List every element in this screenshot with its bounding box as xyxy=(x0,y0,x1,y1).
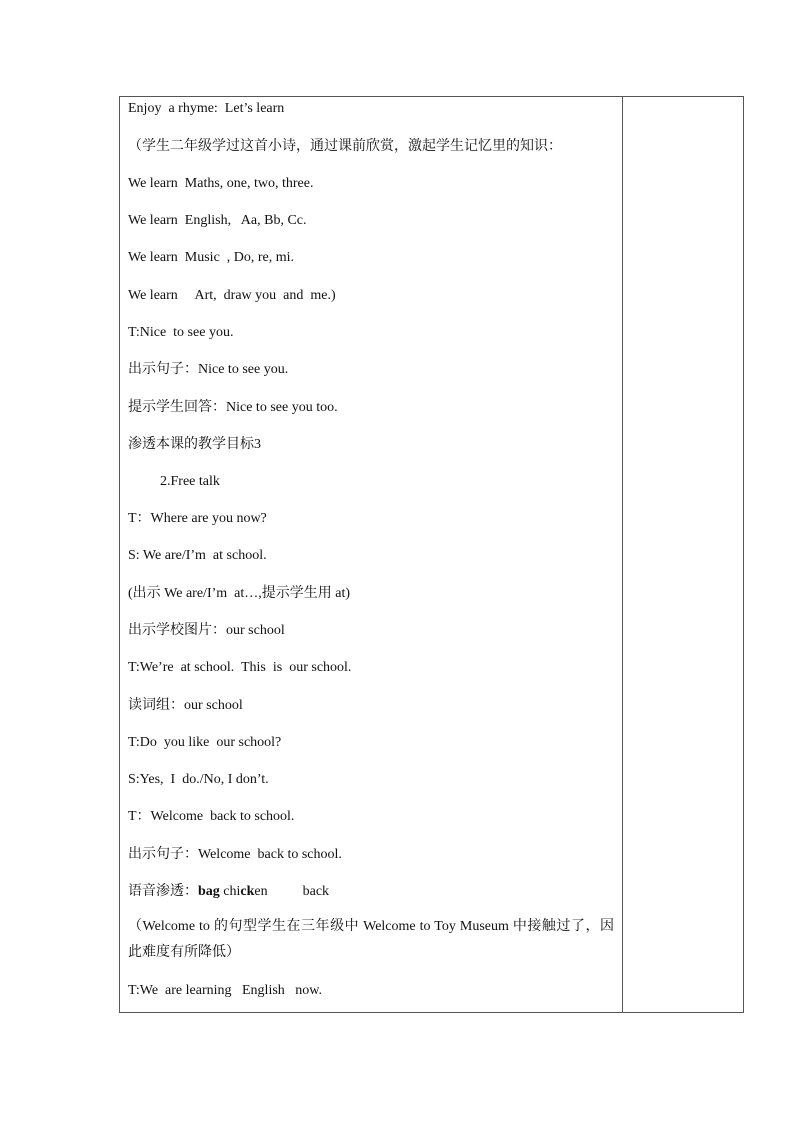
rhyme-line-maths: We learn Maths, one, two, three. xyxy=(128,176,314,191)
phonics-rest: en back xyxy=(254,884,330,899)
teacher-learning-line: T:We are learning English now. xyxy=(128,983,322,998)
objective-line: 渗透本课的教学目标3 xyxy=(128,437,261,452)
student-answer-line: S: We are/I’m at school. xyxy=(128,548,267,563)
teacher-like-line: T:Do you like our school? xyxy=(128,735,282,750)
rhyme-line-english: We learn English, Aa, Bb, Cc. xyxy=(128,213,307,228)
teacher-question-line: T：Where are you now? xyxy=(128,511,267,526)
prompt-answer-line: 提示学生回答：Nice to see you too. xyxy=(128,400,338,415)
rhyme-note: （学生二年级学过这首小诗，通过课前欣赏，激起学生记忆里的知识： xyxy=(128,139,562,154)
teacher-welcome-line: T：Welcome back to school. xyxy=(128,809,295,824)
teacher-school-line: T:We’re at school. This is our school. xyxy=(128,660,352,675)
show-sentence-line: 出示句子：Nice to see you. xyxy=(128,362,289,377)
phonics-word-bag: bag xyxy=(198,884,220,899)
teacher-line: T:Nice to see you. xyxy=(128,325,234,340)
school-picture-line: 出示学校图片：our school xyxy=(128,623,285,638)
welcome-note: （Welcome to 的句型学生在三年级中 Welcome to Toy Museum 中接触过了，因此难度有所降低） xyxy=(128,919,614,960)
notes-cell xyxy=(623,97,743,1012)
content-cell xyxy=(120,97,622,1012)
show-at-line: (出示 We are/I’m at…,提示学生用 at) xyxy=(128,586,351,601)
lesson-plan-table xyxy=(119,96,744,1013)
phonics-ck: ck xyxy=(240,884,255,899)
free-talk-heading: 2.Free talk xyxy=(160,474,220,489)
rhyme-line-art: We learn Art, draw you and me.) xyxy=(128,288,336,303)
phonics-line xyxy=(128,883,329,901)
phonics-label: 语音渗透： xyxy=(128,884,198,899)
student-reply-line: S:Yes, I do./No, I don’t. xyxy=(128,772,269,787)
rhyme-line-music: We learn Music , Do, re, mi. xyxy=(128,250,295,265)
phonics-chi: chi xyxy=(219,884,241,899)
rhyme-heading: Enjoy a rhyme: Let’s learn xyxy=(128,101,285,116)
read-phrase-line: 读词组：our school xyxy=(128,698,243,713)
show-welcome-line: 出示句子：Welcome back to school. xyxy=(128,847,342,862)
